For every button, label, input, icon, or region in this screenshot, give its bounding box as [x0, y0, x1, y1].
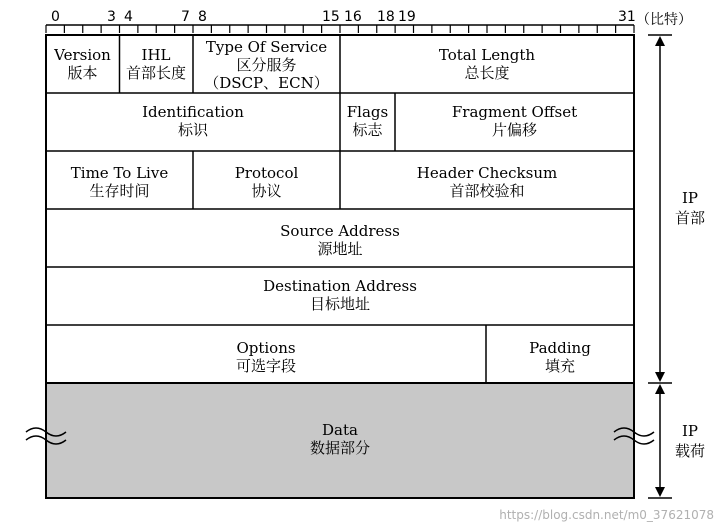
field-total-length — [340, 46, 634, 82]
bit-label: 0 — [51, 9, 60, 25]
field-en: Flags — [346, 103, 389, 121]
field-fragment-offset — [395, 103, 634, 139]
bit-label: 31 — [618, 9, 636, 25]
field-options — [46, 339, 486, 375]
side-zh: 载荷 — [674, 442, 705, 460]
side-label-header — [664, 188, 716, 228]
field-protocol — [193, 164, 340, 200]
field-en: Padding — [529, 339, 591, 357]
field-zh: 标志 — [352, 121, 383, 139]
arrow-head — [655, 36, 665, 46]
bit-label: 8 — [198, 9, 207, 25]
field-zh: 标识 — [177, 121, 208, 139]
field-identification — [46, 103, 340, 139]
side-label-payload — [664, 421, 716, 461]
field-en: Header Checksum — [416, 164, 558, 182]
payload-data — [46, 421, 634, 457]
arrow-head — [655, 487, 665, 497]
field-en: Destination Address — [263, 277, 417, 295]
field-en: Time To Live — [70, 164, 169, 182]
field-en: Identification — [142, 103, 244, 121]
field-zh: 协议 — [251, 182, 282, 200]
field-destination-address — [46, 277, 634, 313]
bit-label: 4 — [124, 9, 133, 25]
bit-ticks — [46, 25, 634, 33]
field-en: Protocol — [234, 164, 299, 182]
field-zh: 可选字段 — [235, 357, 296, 375]
field-source-address — [46, 222, 634, 258]
field-padding — [486, 339, 634, 375]
arrow-head — [655, 372, 665, 382]
field-header-checksum — [340, 164, 634, 200]
field-zh: 首部校验和 — [449, 182, 525, 200]
field-zh: 区分服务 — [236, 56, 297, 74]
field-zh: 版本 — [67, 64, 98, 82]
watermark: https://blog.csdn.net/m0_37621078 — [499, 508, 714, 522]
field-zh: 数据部分 — [309, 439, 370, 457]
field-tos — [193, 38, 340, 92]
bit-label: 15 — [322, 9, 340, 25]
field-flags — [340, 103, 395, 139]
side-en: IP — [681, 189, 699, 207]
field-zh: 片偏移 — [491, 121, 537, 139]
arrow-head — [655, 384, 665, 394]
field-zh: 首部长度 — [125, 64, 186, 82]
field-en: Source Address — [280, 222, 400, 240]
bit-label: 19 — [398, 9, 416, 25]
field-zh: 源地址 — [317, 240, 363, 258]
field-note: （DSCP、ECN） — [204, 74, 329, 92]
field-en: Data — [322, 421, 358, 439]
bit-label: 16 — [344, 9, 362, 25]
field-en: Total Length — [438, 46, 536, 64]
field-en: Options — [236, 339, 296, 357]
field-en: Version — [54, 46, 111, 64]
side-en: IP — [681, 422, 699, 440]
field-ihl — [119, 46, 193, 82]
field-en: IHL — [141, 46, 171, 64]
bit-label: 18 — [377, 9, 395, 25]
field-zh: 目标地址 — [309, 295, 370, 313]
field-en: Type Of Service — [205, 38, 328, 56]
bit-label: 7 — [181, 9, 190, 25]
bit-label: 3 — [107, 9, 116, 25]
field-zh: 总长度 — [464, 64, 510, 82]
field-en: Fragment Offset — [451, 103, 578, 121]
bit-unit: （比特） — [636, 12, 692, 28]
field-zh: 生存时间 — [89, 182, 150, 200]
field-zh: 填充 — [544, 357, 575, 375]
side-zh: 首部 — [674, 209, 705, 227]
field-version — [46, 46, 119, 82]
field-ttl — [46, 164, 193, 200]
